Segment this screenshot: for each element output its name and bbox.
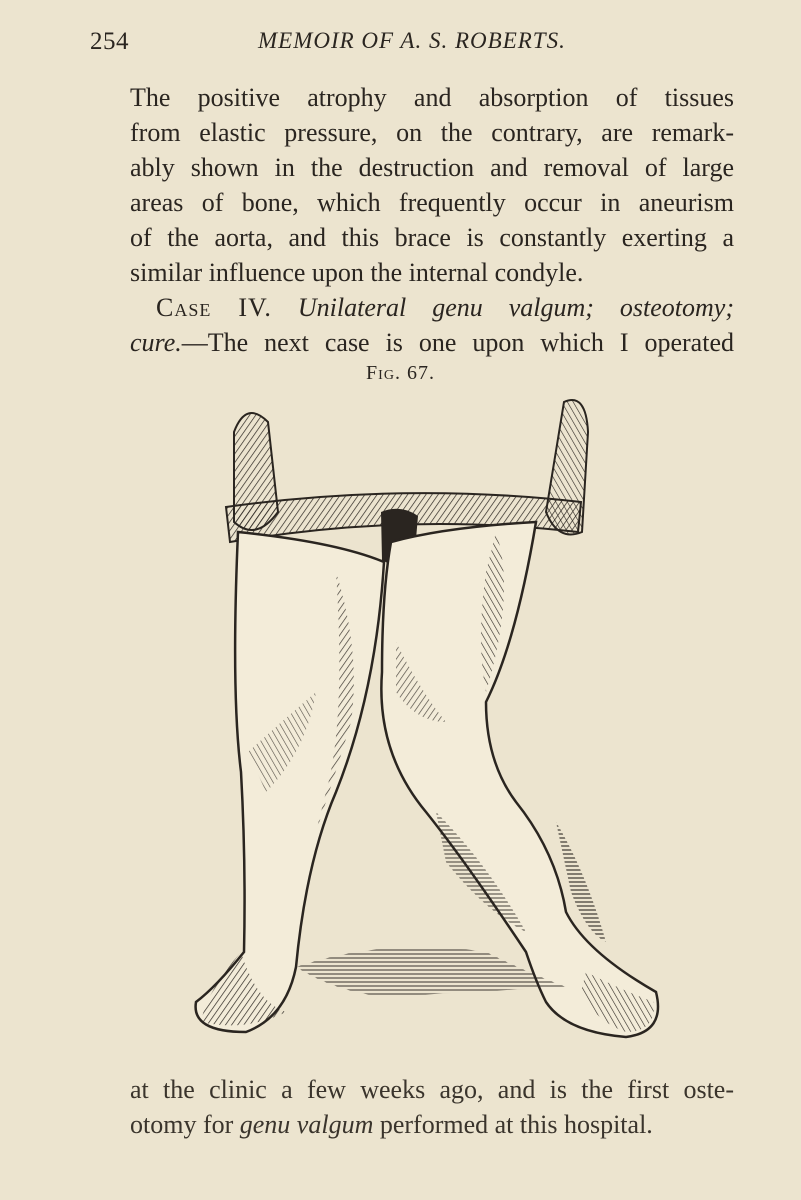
text-line: The positive atrophy and absorption of tissues — [130, 83, 734, 112]
case-heading-line — [130, 290, 734, 325]
text-line: similar influence upon the internal condyle. — [130, 258, 584, 287]
case-label: Case IV. — [156, 293, 272, 322]
italic-term: genu valgum — [239, 1110, 374, 1139]
page-header — [0, 28, 801, 58]
paragraph-atrophy — [130, 80, 734, 360]
case-title-end: cure. — [130, 328, 182, 357]
paragraph-continuation — [130, 1072, 734, 1142]
case-title: Unilateral genu valgum; osteotomy; — [297, 293, 734, 322]
text-line: of the aorta, and this brace is constantly exerting a — [130, 223, 734, 252]
text-segment: performed at this hospital. — [373, 1110, 653, 1139]
text-line: at the clinic a few weeks ago, and is the first oste- — [130, 1075, 734, 1104]
text-line: ably shown in the destruction and removal of large — [130, 153, 734, 182]
figure-label: Fig. 67. — [366, 362, 435, 384]
ground-shading — [296, 947, 566, 997]
page-number: 254 — [90, 28, 129, 55]
text-line: from elastic pressure, on the contrary, are remark- — [130, 118, 734, 147]
running-title: MEMOIR OF A. S. ROBERTS. — [258, 28, 566, 53]
text-line: areas of bone, which frequently occur in aneurism — [130, 188, 734, 217]
figure-legs-illustration — [186, 392, 671, 1047]
case-continuation-line — [130, 325, 734, 360]
text-segment: otomy for — [130, 1110, 240, 1139]
text-line — [130, 1107, 734, 1142]
case-intro: —The next case is one upon which I operated — [181, 328, 734, 357]
